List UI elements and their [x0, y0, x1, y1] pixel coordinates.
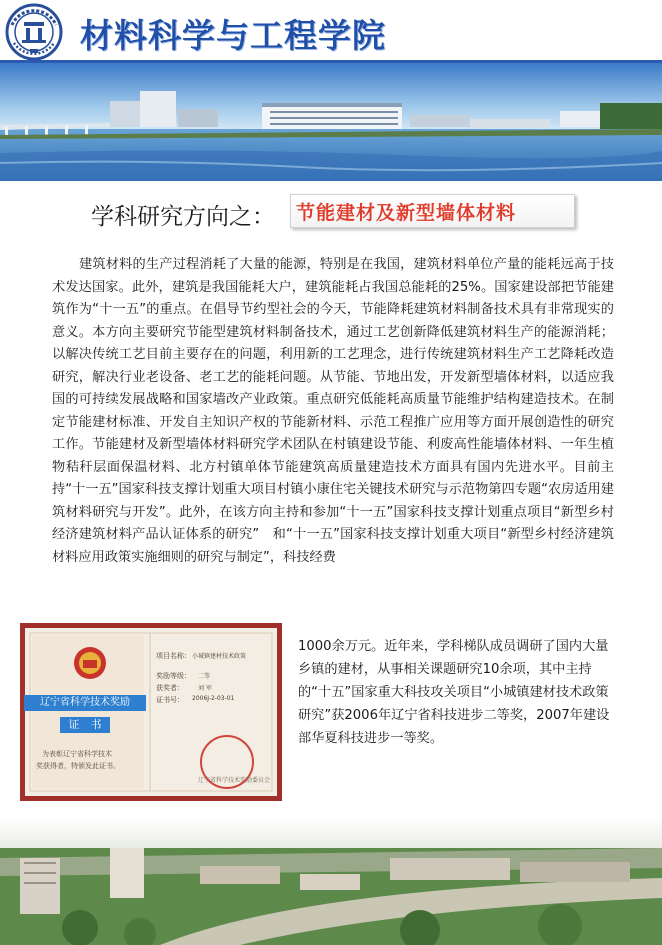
certificate-number-value: 2006J-2-03-01 [192, 695, 235, 702]
body-paragraph: 建筑材料的生产过程消耗了大量的能源，特别是在我国，建筑材料单位产量的能耗远高于技术发达国家。此外，建筑是我国能耗大户，建筑能耗占我国总能耗的25%。国家建设部把节能建筑作为“十一五”的重点。在倡导节约型社会的今天，节能降耗建筑材料制备技术具有非常现实的意义。本方向主要研究节能型建筑材料制备技术，通过工艺创新降低建筑材料生产的能源消耗；以解决传统工艺目前主要存在的问题，利用新的工艺理念，进行传统建筑材料生产工艺降耗改造研究，解决行业老设备、老工艺的能耗问题。从节能、节地出发，开发新型墙体材料，以适应我国的可持续发展战略和国家墙改产业政策。重点研究低能耗高质量节能维护结构建造技术。在制定节能建材标准、开发自主知识产权的节能新材料、示范工程推广应用等方面开展创造性的研究工作。节能建材及新型墙体材料研究学术团队在村镇建设节能、利废高性能墙体材料、一年生植物秸秆层面保温材料、北方村镇单体节能建筑高质量建造技术方面具有国内先进水平。目前主持“十一五”国家科技支撑计划重大项目村镇小康住宅关键技术研究与示范物第四专题“农房适用建筑材料研究与开发”。此外，在该方向主持和参加“十一五”国家科技支撑计划重点项目“新型乡村经济建筑材料产品认证体系的研究” 和“十一五”国家科技支撑计划重大项目“新型乡村经济建筑材料应用政策实施细则的研究与制定”，科技经费 [52, 257, 614, 565]
certificate-number-label: 证书号： [156, 696, 184, 704]
campus-banner-photo [0, 63, 662, 181]
certificate-project-label: 项目名称： [156, 652, 191, 660]
national-emblem-icon [72, 645, 108, 681]
university-seal-icon [4, 3, 64, 61]
section-topic-box [290, 194, 575, 228]
body-paragraph-tail: 1000余万元。近年来，学科梯队成员调研了国内大量乡镇的建材，从事相关课题研究10余项，其中主持的“十五”国家重大科技攻关项目“小城镇建材技术政策研究”获2006年辽宁省科技进步二等奖，2007年建设部华夏科技进步一等奖。 [298, 639, 610, 746]
certificate-seal-text: 辽宁省科学技术奖励委员会 [197, 777, 270, 784]
page-title: 材料科学与工程学院 [80, 16, 386, 55]
section-topic: 节能建材及新型墙体材料 [296, 202, 517, 224]
certificate-project-value: 小城镇建材技术政策 [192, 653, 247, 660]
section-heading [0, 194, 662, 234]
certificate-winner-value: 刘 军 [198, 685, 212, 692]
certificate-level-value: 二等 [198, 673, 211, 680]
certificate-title: 辽宁省科学技术奖励 [24, 695, 146, 711]
certificate-winner-label: 获奖者： [156, 684, 184, 692]
certificate-note-line2: 奖获得者，特颁发此证书。 [36, 762, 120, 770]
section-heading-prefix: 学科研究方向之： [91, 204, 275, 230]
page-header [0, 0, 662, 62]
award-certificate-photo [20, 623, 282, 801]
certificate-level-label: 奖励等级： [156, 672, 191, 680]
aerial-campus-photo [0, 818, 662, 945]
certificate-note-line1: 为表彰辽宁省科学技术 [42, 750, 112, 758]
certificate-subtitle: 证 书 [60, 717, 110, 733]
